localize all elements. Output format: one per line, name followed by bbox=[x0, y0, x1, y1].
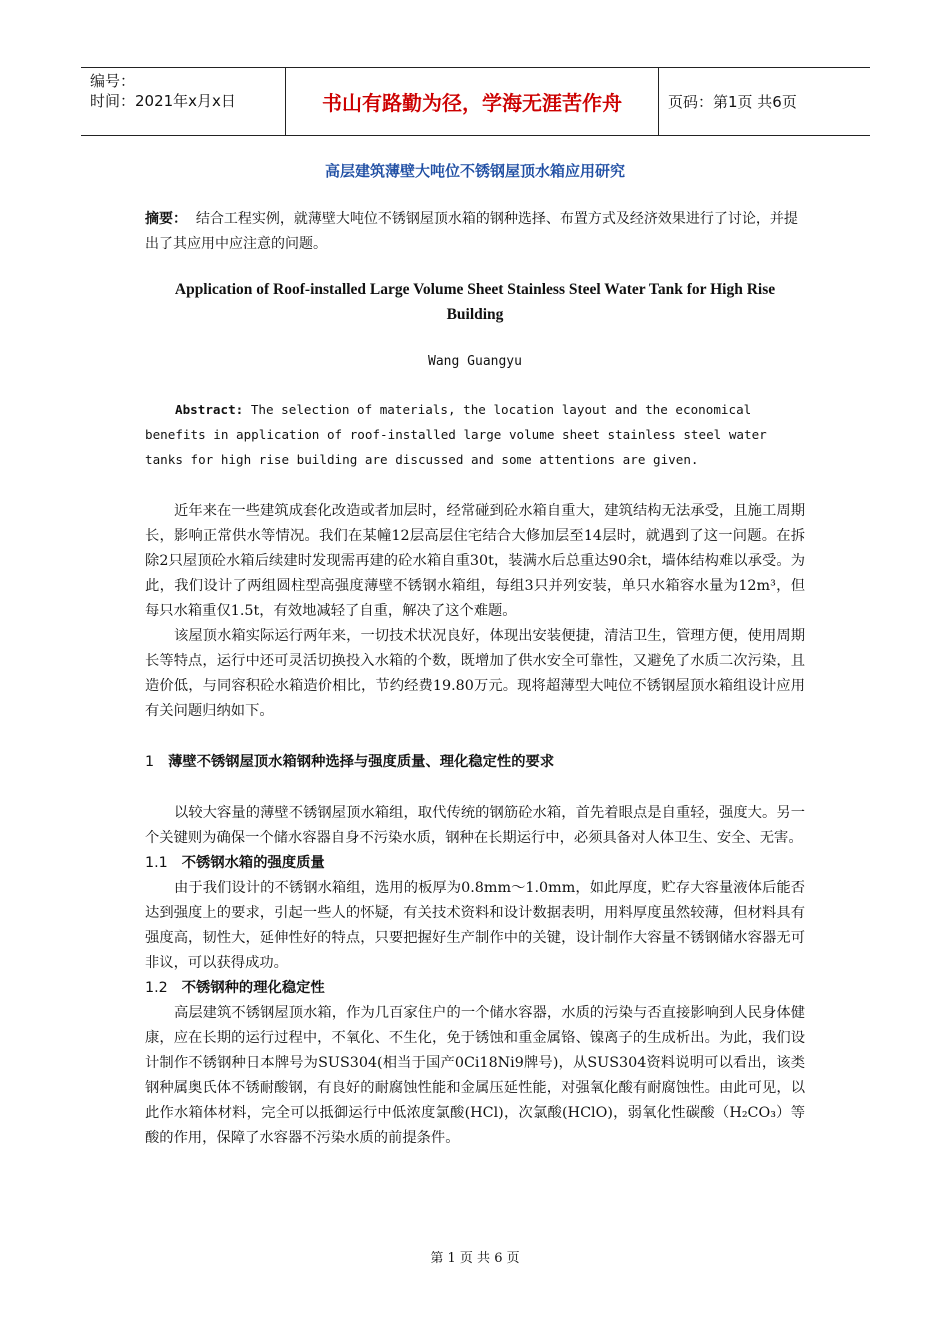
abstract-cn bbox=[145, 207, 805, 257]
section-1-title: 薄壁不锈钢屋顶水箱钢种选择与强度质量、理化稳定性的要求 bbox=[168, 754, 555, 770]
article-body bbox=[145, 158, 805, 1151]
section-1-heading bbox=[145, 750, 805, 775]
section-1-1-number: 1.1 bbox=[145, 855, 168, 871]
document-header bbox=[81, 67, 870, 136]
author-name: Wang Guangyu bbox=[428, 354, 522, 369]
article-title-en: Application of Roof-installed Large Volume Sheet Stainless Steel Water Tank for High Rise Building bbox=[174, 281, 776, 323]
section-1-2-title: 不锈钢种的理化稳定性 bbox=[181, 980, 325, 996]
abstract-cn-label: 摘要： bbox=[145, 211, 187, 227]
section-1-2-number: 1.2 bbox=[145, 980, 168, 996]
abstract-en bbox=[145, 397, 805, 472]
abstract-en-label: Abstract: bbox=[175, 402, 244, 417]
section-1-2-paragraph: 高层建筑不锈钢屋顶水箱，作为几百家住户的一个储水容器，水质的污染与否直接影响到人民身体健康，应在长期的运行过程中，不氧化、不生化，免于锈蚀和重金属铬、镍离子的生成析出。为此，我们设计制作不锈钢种日本牌号为SUS304(相当于国产0Ci18Ni9牌号)，从SUS304资料说明可以看出，该类钢种属奥氏体不锈耐酸钢，有良好的耐腐蚀性能和金属压延性能，对强氧化酸有耐腐蚀性。由此可见，以此作水箱体材料，完全可以抵御运行中低浓度氯酸(HCl)，次氯酸(HClO)，弱氧化性碳酸（H₂CO₃）等酸的作用，保障了水容器不污染水质的前提条件。 bbox=[145, 1005, 805, 1146]
section-1-2-heading bbox=[145, 976, 805, 1001]
abstract-en-text: The selection of materials, the location layout and the economical benefits in application of roof-installed large volume sheet stainless steel water tanks for high rise building are discussed and some attentions are given. bbox=[145, 402, 767, 467]
section-1-number: 1 bbox=[145, 754, 155, 770]
section-1-1-heading bbox=[145, 851, 805, 876]
header-page-info: 页码：第1页 共6页 bbox=[668, 93, 797, 111]
time-label: 时间：2021年x月x日 bbox=[90, 92, 236, 110]
header-motto: 书山有路勤为径，学海无涯苦作舟 bbox=[285, 68, 659, 135]
serial-label: 编号： bbox=[90, 72, 136, 90]
article-title-cn: 高层建筑薄壁大吨位不锈钢屋顶水箱应用研究 bbox=[324, 162, 625, 180]
header-meta bbox=[81, 68, 285, 135]
section-1-1-title: 不锈钢水箱的强度质量 bbox=[181, 855, 325, 871]
intro-paragraph-2: 该屋顶水箱实际运行两年来，一切技术状况良好，体现出安装便捷，清洁卫生，管理方便，使用周期长等特点，运行中还可灵活切换投入水箱的个数，既增加了供水安全可靠性，又避免了水质二次污染，且造价低，与同容积砼水箱造价相比，节约经费19.80万元。现将超薄型大吨位不锈钢屋顶水箱组设计应用有关问题归纳如下。 bbox=[145, 628, 805, 719]
section-1-1-paragraph: 由于我们设计的不锈钢水箱组，选用的板厚为0.8mm～1.0mm，如此厚度，贮存大容量液体后能否达到强度上的要求，引起一些人的怀疑，有关技术资料和设计数据表明，用料厚度虽然较薄，但材料具有强度高，韧性大，延伸性好的特点，只要把握好生产制作中的关键，设计制作大容量不锈钢储水容器无可非议，可以获得成功。 bbox=[145, 880, 805, 971]
page-footer: 第 1 页 共 6 页 bbox=[430, 1251, 520, 1266]
abstract-cn-text: 结合工程实例，就薄壁大吨位不锈钢屋顶水箱的钢种选择、布置方式及经济效果进行了讨论，并提出了其应用中应注意的问题。 bbox=[145, 211, 798, 252]
section-1-paragraph: 以较大容量的薄壁不锈钢屋顶水箱组，取代传统的钢筋砼水箱，首先着眼点是自重轻，强度大。另一个关键则为确保一个储水容器自身不污染水质，钢种在长期运行中，必须具备对人体卫生、安全、无害。 bbox=[145, 805, 805, 846]
intro-paragraph-1: 近年来在一些建筑成套化改造或者加层时，经常碰到砼水箱自重大，建筑结构无法承受，且施工周期长，影响正常供水等情况。我们在某幢12层高层住宅结合大修加层至14层时，就遇到了这一问题。在拆除2只屋顶砼水箱后续建时发现需再建的砼水箱自重30t，装满水后总重达90余t，墙体结构难以承受。为此，我们设计了两组圆柱型高强度薄壁不锈钢水箱组，每组3只并列安装，单只水箱容水量为12m³，但每只水箱重仅1.5t，有效地减轻了自重，解决了这个难题。 bbox=[145, 503, 805, 619]
